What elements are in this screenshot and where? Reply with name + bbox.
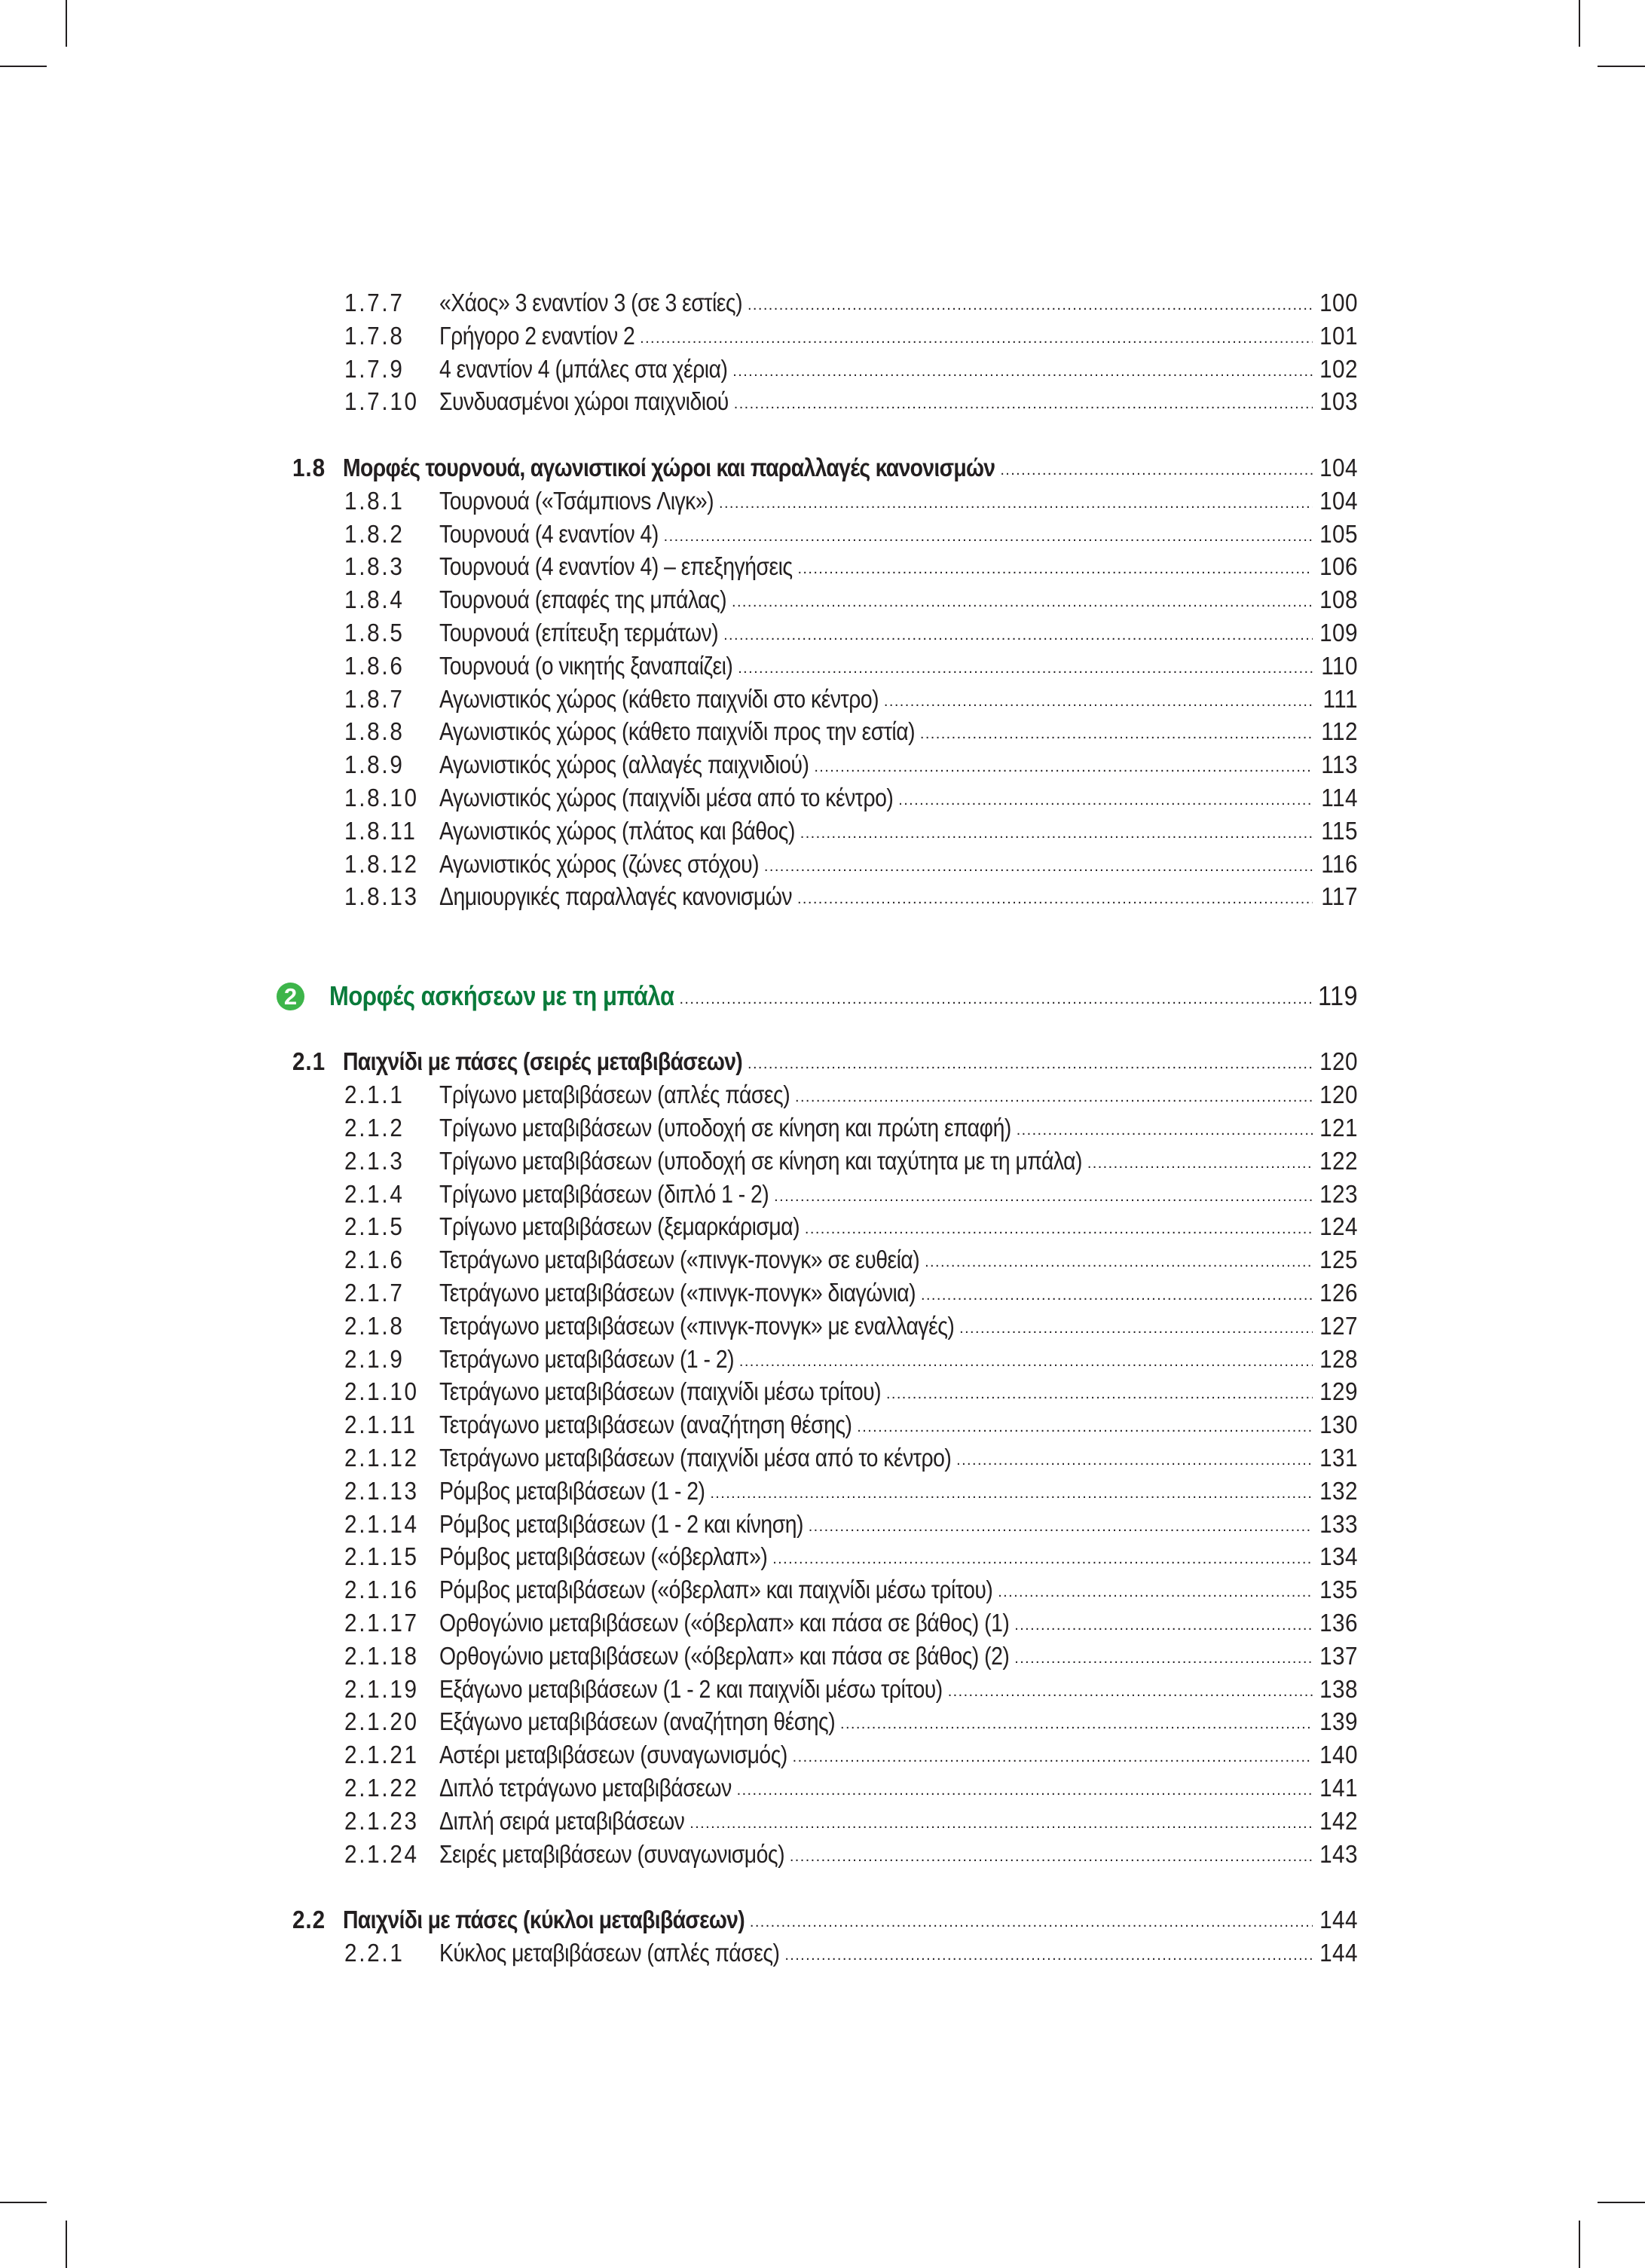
entry-number: 2.1.1 <box>344 1081 405 1109</box>
entry-title[interactable]: Τρίγωνο μεταβιβάσεων (υποδοχή σε κίνηση και πρώτη επαφή) <box>439 1114 1011 1142</box>
page-number[interactable]: 111 <box>1322 684 1358 713</box>
title-with-leader <box>439 848 1313 881</box>
entry-number: 2.1.23 <box>344 1806 419 1835</box>
entry-number: 2.1.9 <box>344 1344 405 1373</box>
page-number[interactable]: 140 <box>1319 1741 1358 1769</box>
title-with-leader <box>439 1343 1313 1376</box>
toc-entry-row[interactable] <box>0 781 1645 815</box>
entry-title[interactable]: Εξάγωνο μεταβιβάσεων (1 - 2 και παιχνίδι μέσω τρίτου) <box>439 1674 943 1703</box>
toc-entry-row[interactable] <box>0 1540 1645 1573</box>
entry-number: 2.1.8 <box>344 1311 405 1340</box>
title-with-leader <box>439 1310 1313 1343</box>
title-with-leader <box>439 1606 1313 1640</box>
section-number: 2.2 <box>292 1906 326 1934</box>
page-number[interactable]: 121 <box>1319 1114 1358 1142</box>
section-title[interactable]: Παιχνίδι με πάσες (σειρές μεταβιβάσεων) <box>343 1047 743 1076</box>
page-number[interactable]: 138 <box>1319 1674 1358 1703</box>
dot-leader <box>719 484 1313 518</box>
page-number[interactable]: 117 <box>1321 882 1358 911</box>
page-number[interactable]: 101 <box>1319 321 1358 350</box>
dot-leader <box>664 518 1313 551</box>
toc-entry-row[interactable] <box>0 1606 1645 1640</box>
page-number[interactable]: 141 <box>1319 1774 1358 1802</box>
page-number[interactable]: 106 <box>1319 552 1358 581</box>
page-number[interactable]: 114 <box>1321 784 1358 812</box>
dot-leader <box>886 1375 1313 1408</box>
title-with-leader <box>439 353 1313 386</box>
entry-number: 1.8.12 <box>344 849 419 878</box>
dot-leader <box>790 1838 1313 1871</box>
toc-entry-row[interactable] <box>0 815 1645 848</box>
crop-mark-bottom-left-vertical <box>66 2221 67 2268</box>
entry-number: 2.1.17 <box>344 1609 419 1637</box>
title-with-leader <box>439 1738 1313 1771</box>
toc-entry-row[interactable] <box>0 1408 1645 1441</box>
toc-entry-row[interactable] <box>0 484 1645 518</box>
dot-leader <box>959 1310 1313 1343</box>
entry-number: 2.1.3 <box>344 1146 405 1175</box>
toc-entry-row[interactable] <box>0 1178 1645 1211</box>
title-with-leader <box>439 1408 1313 1441</box>
crop-mark-bottom-right-vertical <box>1579 2221 1580 2268</box>
entry-number: 2.1.15 <box>344 1542 419 1571</box>
entry-number: 1.8.1 <box>344 486 405 515</box>
dot-leader <box>1017 1111 1313 1145</box>
page-number[interactable]: 102 <box>1319 354 1358 383</box>
entry-title[interactable]: Αγωνιστικός χώρος (ζώνες στόχου) <box>439 849 760 878</box>
title-with-leader <box>439 319 1313 353</box>
title-with-leader <box>439 1805 1313 1838</box>
title-with-leader <box>439 815 1313 848</box>
dot-leader <box>898 781 1313 815</box>
title-with-leader <box>329 977 1313 1015</box>
toc-entry-row[interactable] <box>0 583 1645 616</box>
entry-title[interactable]: Τουρνουά (4 εναντίον 4) – επεξηγήσεις <box>439 552 793 581</box>
dot-leader <box>748 1045 1313 1078</box>
entry-title[interactable]: Ορθογώνιο μεταβιβάσεων («όβερλαπ» και πάσα σε βάθος) (2) <box>439 1641 1010 1670</box>
toc-entry-row[interactable] <box>0 1441 1645 1475</box>
toc-section-row[interactable] <box>0 1903 1645 1936</box>
entry-number: 2.1.6 <box>344 1246 405 1274</box>
dot-leader <box>805 1210 1313 1243</box>
entry-number: 2.1.14 <box>344 1509 419 1538</box>
entry-title[interactable]: Τετράγωνο μεταβιβάσεων (παιχνίδι μέσα από το κέντρο) <box>439 1444 952 1472</box>
dot-leader <box>774 1178 1313 1211</box>
entry-title[interactable]: Αγωνιστικός χώρος (κάθετο παιχνίδι στο κέντρο) <box>439 684 879 713</box>
page-number[interactable]: 144 <box>1319 1939 1358 1967</box>
dot-leader <box>814 748 1313 781</box>
entry-number: 1.8.5 <box>344 619 405 646</box>
entry-number: 1.8.4 <box>344 585 405 614</box>
toc-entry-row[interactable] <box>0 518 1645 551</box>
entry-title[interactable]: Γρήγορο 2 εναντίον 2 <box>439 321 635 350</box>
page-number[interactable]: 108 <box>1319 585 1358 614</box>
page-number[interactable]: 100 <box>1319 289 1358 316</box>
page-number[interactable]: 109 <box>1319 619 1358 646</box>
entry-title[interactable]: Αστέρι μεταβιβάσεων (συναγωνισμός) <box>439 1741 787 1769</box>
title-with-leader <box>439 1145 1313 1178</box>
entry-title[interactable]: Αγωνιστικός χώρος (πλάτος και βάθος) <box>439 816 795 845</box>
entry-number: 2.1.5 <box>344 1212 405 1241</box>
page-number[interactable]: 126 <box>1319 1279 1358 1307</box>
toc-section-row[interactable] <box>0 451 1645 484</box>
entry-number: 2.1.10 <box>344 1377 419 1406</box>
entry-title[interactable]: Αγωνιστικός χώρος (παιχνίδι μέσα από το κέντρο) <box>439 784 894 812</box>
page-number[interactable]: 128 <box>1319 1344 1358 1373</box>
entry-title[interactable]: Τρίγωνο μεταβιβάσεων (ξεμαρκάρισμα) <box>439 1212 800 1241</box>
title-with-leader <box>439 484 1313 518</box>
title-with-leader <box>439 781 1313 815</box>
entry-number: 1.8.7 <box>344 684 405 713</box>
page-number[interactable]: 142 <box>1319 1806 1358 1835</box>
entry-number: 1.7.7 <box>344 289 405 316</box>
title-with-leader <box>439 1771 1313 1805</box>
entry-title[interactable]: Τετράγωνο μεταβιβάσεων (1 - 2) <box>439 1344 735 1373</box>
toc-entry-row[interactable] <box>0 1243 1645 1276</box>
dot-leader <box>921 1276 1313 1310</box>
entry-title[interactable]: 4 εναντίον 4 (μπάλες στα χέρια) <box>439 354 728 383</box>
title-with-leader <box>439 1210 1313 1243</box>
toc-entry-row[interactable] <box>0 1111 1645 1145</box>
toc-entry-row[interactable] <box>0 1310 1645 1343</box>
dot-leader <box>998 1573 1313 1606</box>
dot-leader <box>948 1673 1313 1706</box>
crop-mark-top-right-horizontal <box>1598 66 1645 67</box>
entry-number: 2.1.4 <box>344 1179 405 1208</box>
title-with-leader <box>439 650 1313 683</box>
entry-title[interactable]: Ορθογώνιο μεταβιβάσεων («όβερλαπ» και πάσα σε βάθος) (1) <box>439 1609 1010 1637</box>
entry-number: 2.1.2 <box>344 1114 405 1142</box>
title-with-leader <box>439 1178 1313 1211</box>
section-title[interactable]: Παιχνίδι με πάσες (κύκλοι μεταβιβάσεων) <box>343 1906 745 1934</box>
title-with-leader <box>439 1276 1313 1310</box>
entry-title[interactable]: Κύκλος μεταβιβάσεων (απλές πάσες) <box>439 1939 780 1967</box>
entry-number: 2.1.13 <box>344 1476 419 1505</box>
page-number[interactable]: 134 <box>1319 1542 1358 1571</box>
dot-leader <box>1000 451 1313 484</box>
toc-entry-row[interactable] <box>0 1805 1645 1838</box>
title-with-leader <box>439 385 1313 418</box>
title-with-leader <box>343 1045 1313 1078</box>
chapter-number-badge: 2 <box>277 983 304 1010</box>
dot-leader <box>723 616 1313 650</box>
title-with-leader <box>439 1573 1313 1606</box>
title-with-leader <box>343 451 1313 484</box>
entry-title[interactable]: Τουρνουά (επαφές της μπάλας) <box>439 585 727 614</box>
entry-title[interactable]: Ρόμβος μεταβιβάσεων (1 - 2) <box>439 1476 705 1505</box>
toc-entry-row[interactable] <box>0 683 1645 716</box>
toc-entry-row[interactable] <box>0 286 1645 319</box>
entry-number: 1.7.10 <box>344 387 419 416</box>
entry-number: 2.1.19 <box>344 1674 419 1703</box>
page-number[interactable]: 143 <box>1319 1839 1358 1868</box>
page-number[interactable]: 119 <box>1317 980 1358 1011</box>
title-with-leader <box>439 550 1313 583</box>
entry-number: 2.1.20 <box>344 1707 419 1736</box>
toc-section-row[interactable] <box>0 1045 1645 1078</box>
dot-leader <box>793 1738 1313 1771</box>
title-with-leader <box>439 1673 1313 1706</box>
entry-title[interactable]: Τετράγωνο μεταβιβάσεων (παιχνίδι μέσω τρίτου) <box>439 1377 882 1406</box>
toc-entry-row[interactable] <box>0 848 1645 881</box>
title-with-leader <box>439 1640 1313 1673</box>
title-with-leader <box>439 1111 1313 1145</box>
dot-leader <box>884 683 1313 716</box>
entry-title[interactable]: Τουρνουά («Τσάμπιονs Λιγκ») <box>439 486 714 515</box>
entry-number: 2.2.1 <box>344 1939 405 1967</box>
dot-leader <box>739 1343 1313 1376</box>
toc-entry-row[interactable] <box>0 650 1645 683</box>
page-number[interactable]: 139 <box>1319 1707 1358 1736</box>
entry-number: 1.8.13 <box>344 882 419 911</box>
toc-entry-row[interactable] <box>0 1738 1645 1771</box>
entry-title[interactable]: Ρόμβος μεταβιβάσεων («όβερλαπ» και παιχνίδι μέσω τρίτου) <box>439 1576 993 1604</box>
section-number: 1.8 <box>292 454 326 481</box>
toc-entry-row[interactable] <box>0 550 1645 583</box>
toc-entry-row[interactable] <box>0 1375 1645 1408</box>
title-with-leader <box>439 1508 1313 1541</box>
toc-entry-row[interactable] <box>0 1640 1645 1673</box>
page-number[interactable]: 115 <box>1321 816 1358 845</box>
dot-leader <box>857 1408 1313 1441</box>
toc-entry-row[interactable] <box>0 1838 1645 1871</box>
page-number[interactable]: 112 <box>1321 717 1358 746</box>
title-with-leader <box>439 1243 1313 1276</box>
entry-title[interactable]: Τετράγωνο μεταβιβάσεων («πινγκ-πονγκ» με εναλλαγές) <box>439 1311 955 1340</box>
entry-title[interactable]: Τρίγωνο μεταβιβάσεων (υποδοχή σε κίνηση και ταχύτητα με τη μπάλα) <box>439 1146 1082 1175</box>
entry-title[interactable]: Τετράγωνο μεταβιβάσεων (αναζήτηση θέσης) <box>439 1411 852 1439</box>
dot-leader <box>640 319 1313 353</box>
entry-title[interactable]: Τρίγωνο μεταβιβάσεων (διπλό 1 - 2) <box>439 1179 769 1208</box>
dot-leader <box>1087 1145 1313 1178</box>
page-number[interactable]: 130 <box>1319 1411 1358 1439</box>
toc-entry-row[interactable] <box>0 748 1645 781</box>
dot-leader <box>734 385 1313 418</box>
page-number[interactable]: 129 <box>1319 1377 1358 1406</box>
dot-leader <box>784 1936 1313 1970</box>
entry-title[interactable]: Τουρνουά (4 εναντίον 4) <box>439 519 659 548</box>
page-number[interactable]: 113 <box>1321 750 1358 779</box>
page-number[interactable]: 110 <box>1321 651 1358 680</box>
dot-leader <box>710 1475 1313 1508</box>
entry-title[interactable]: «Χάος» 3 εναντίον 3 (σε 3 εστίες) <box>439 289 743 316</box>
dot-leader <box>795 1078 1313 1111</box>
page-number[interactable]: 144 <box>1319 1906 1358 1934</box>
dot-leader <box>732 583 1313 616</box>
title-with-leader <box>439 715 1313 748</box>
entry-number: 2.1.21 <box>344 1741 419 1769</box>
toc-entry-row[interactable] <box>0 1343 1645 1376</box>
entry-number: 2.1.11 <box>344 1411 417 1439</box>
entry-number: 1.8.6 <box>344 651 405 680</box>
toc-entry-row[interactable] <box>0 1673 1645 1706</box>
dot-leader <box>764 848 1313 881</box>
title-with-leader <box>439 1078 1313 1111</box>
toc-entry-row[interactable] <box>0 1936 1645 1970</box>
page-number[interactable]: 103 <box>1319 387 1358 416</box>
dot-leader <box>920 715 1313 748</box>
dot-leader <box>1014 1606 1313 1640</box>
dot-leader <box>800 815 1313 848</box>
toc-entry-row[interactable] <box>0 616 1645 650</box>
title-with-leader <box>439 748 1313 781</box>
title-with-leader <box>439 518 1313 551</box>
page-number[interactable]: 104 <box>1319 454 1358 481</box>
page-number[interactable]: 105 <box>1319 519 1358 548</box>
toc-entry-row[interactable] <box>0 1210 1645 1243</box>
page-number[interactable]: 135 <box>1319 1576 1358 1604</box>
dot-leader <box>748 286 1313 319</box>
entry-number: 2.1.22 <box>344 1774 419 1802</box>
entry-title[interactable]: Ρόμβος μεταβιβάσεων (1 - 2 και κίνηση) <box>439 1509 803 1538</box>
page-number[interactable]: 124 <box>1319 1212 1358 1241</box>
entry-title[interactable]: Αγωνιστικός χώρος (αλλαγές παιχνιδιού) <box>439 750 809 779</box>
entry-number: 1.8.8 <box>344 717 405 746</box>
title-with-leader <box>439 286 1313 319</box>
title-with-leader <box>439 1475 1313 1508</box>
page-number[interactable]: 120 <box>1319 1047 1358 1076</box>
dot-leader <box>772 1540 1313 1573</box>
title-with-leader <box>439 880 1313 913</box>
page-number[interactable]: 122 <box>1319 1146 1358 1175</box>
title-with-leader <box>439 1838 1313 1871</box>
title-with-leader <box>439 583 1313 616</box>
toc-entry-row[interactable] <box>0 1573 1645 1606</box>
page-number[interactable]: 136 <box>1319 1609 1358 1637</box>
page-number[interactable]: 131 <box>1319 1444 1358 1472</box>
entry-number: 1.8.11 <box>344 816 417 845</box>
entry-number: 1.8.10 <box>344 784 419 812</box>
title-with-leader <box>439 1441 1313 1475</box>
dot-leader <box>925 1243 1313 1276</box>
toc-entry-row[interactable] <box>0 385 1645 418</box>
entry-number: 2.1.16 <box>344 1576 419 1604</box>
toc-chapter-row[interactable] <box>0 977 1645 1015</box>
page-number[interactable]: 137 <box>1319 1641 1358 1670</box>
crop-mark-bottom-right-horizontal <box>1598 2202 1645 2203</box>
title-with-leader <box>439 1936 1313 1970</box>
dot-leader <box>679 977 1313 1015</box>
page-number[interactable]: 127 <box>1319 1311 1358 1340</box>
dot-leader <box>809 1508 1313 1541</box>
entry-title[interactable]: Αγωνιστικός χώρος (κάθετο παιχνίδι προς την εστία) <box>439 717 916 746</box>
entry-number: 1.8.3 <box>344 552 405 581</box>
page-number[interactable]: 116 <box>1321 849 1358 878</box>
dot-leader <box>797 550 1313 583</box>
section-title[interactable]: Μορφές τουρνουά, αγωνιστικοί χώροι και παραλλαγές κανονισμών <box>343 454 995 481</box>
toc-entry-row[interactable] <box>0 715 1645 748</box>
entry-title[interactable]: Δημιουργικές παραλλαγές κανονισμών <box>439 882 793 911</box>
crop-mark-top-left-horizontal <box>0 66 47 67</box>
entry-title[interactable]: Τετράγωνο μεταβιβάσεων («πινγκ-πονγκ» διαγώνια) <box>439 1279 916 1307</box>
entry-title[interactable]: Συνδυασμένοι χώροι παιχνιδιού <box>439 387 729 416</box>
title-with-leader <box>439 1375 1313 1408</box>
toc-entry-row[interactable] <box>0 1771 1645 1805</box>
entry-title[interactable]: Σειρές μεταβιβάσεων (συναγωνισμός) <box>439 1839 785 1868</box>
dot-leader <box>956 1441 1313 1475</box>
dot-leader <box>797 880 1313 913</box>
dot-leader <box>689 1805 1313 1838</box>
title-with-leader <box>439 1705 1313 1738</box>
entry-title[interactable]: Διπλή σειρά μεταβιβάσεων <box>439 1806 685 1835</box>
entry-title[interactable]: Τουρνουά (επίτευξη τερμάτων) <box>439 619 719 646</box>
dot-leader <box>1014 1640 1313 1673</box>
dot-leader <box>738 650 1313 683</box>
toc-entry-row[interactable] <box>0 1145 1645 1178</box>
toc-entry-row[interactable] <box>0 1508 1645 1541</box>
dot-leader <box>750 1903 1313 1936</box>
entry-number: 1.7.8 <box>344 321 405 350</box>
entry-title[interactable]: Τετράγωνο μεταβιβάσεων («πινγκ-πονγκ» σε ευθεία) <box>439 1246 920 1274</box>
entry-number: 2.1.24 <box>344 1839 419 1868</box>
toc-entry-row[interactable] <box>0 1276 1645 1310</box>
section-number: 2.1 <box>292 1047 326 1076</box>
toc-entry-row[interactable] <box>0 1078 1645 1111</box>
entry-number: 2.1.18 <box>344 1641 419 1670</box>
toc-entry-row[interactable] <box>0 1705 1645 1738</box>
page-number[interactable]: 132 <box>1319 1476 1358 1505</box>
entry-number: 1.8.2 <box>344 519 405 548</box>
entry-number: 1.7.9 <box>344 354 405 383</box>
entry-title[interactable]: Τρίγωνο μεταβιβάσεων (απλές πάσες) <box>439 1081 790 1109</box>
entry-title[interactable]: Διπλό τετράγωνο μεταβιβάσεων <box>439 1774 732 1802</box>
dot-leader <box>732 353 1313 386</box>
page-number[interactable]: 104 <box>1319 486 1358 515</box>
toc-entry-row[interactable] <box>0 1475 1645 1508</box>
title-with-leader <box>439 1540 1313 1573</box>
page-number[interactable]: 133 <box>1319 1509 1358 1538</box>
title-with-leader <box>343 1903 1313 1936</box>
crop-mark-bottom-left-horizontal <box>0 2202 47 2203</box>
chapter-title[interactable]: Μορφές ασκήσεων με τη μπάλα <box>329 980 674 1011</box>
toc-entry-row[interactable] <box>0 353 1645 386</box>
title-with-leader <box>439 683 1313 716</box>
toc-entry-row[interactable] <box>0 319 1645 353</box>
crop-mark-top-right-vertical <box>1579 0 1580 47</box>
entry-title[interactable]: Εξάγωνο μεταβιβάσεων (αναζήτηση θέσης) <box>439 1707 836 1736</box>
entry-number: 2.1.7 <box>344 1279 405 1307</box>
entry-title[interactable]: Τουρνουά (ο νικητής ξαναπαίζει) <box>439 651 733 680</box>
dot-leader <box>840 1705 1313 1738</box>
entry-number: 2.1.12 <box>344 1444 419 1472</box>
entry-number: 1.8.9 <box>344 750 405 779</box>
page-number[interactable]: 120 <box>1319 1081 1358 1109</box>
page-number[interactable]: 123 <box>1319 1179 1358 1208</box>
title-with-leader <box>439 616 1313 650</box>
crop-mark-top-left-vertical <box>66 0 67 47</box>
page-number[interactable]: 125 <box>1319 1246 1358 1274</box>
dot-leader <box>737 1771 1313 1805</box>
toc-entry-row[interactable] <box>0 880 1645 913</box>
entry-title[interactable]: Ρόμβος μεταβιβάσεων («όβερλαπ») <box>439 1542 768 1571</box>
